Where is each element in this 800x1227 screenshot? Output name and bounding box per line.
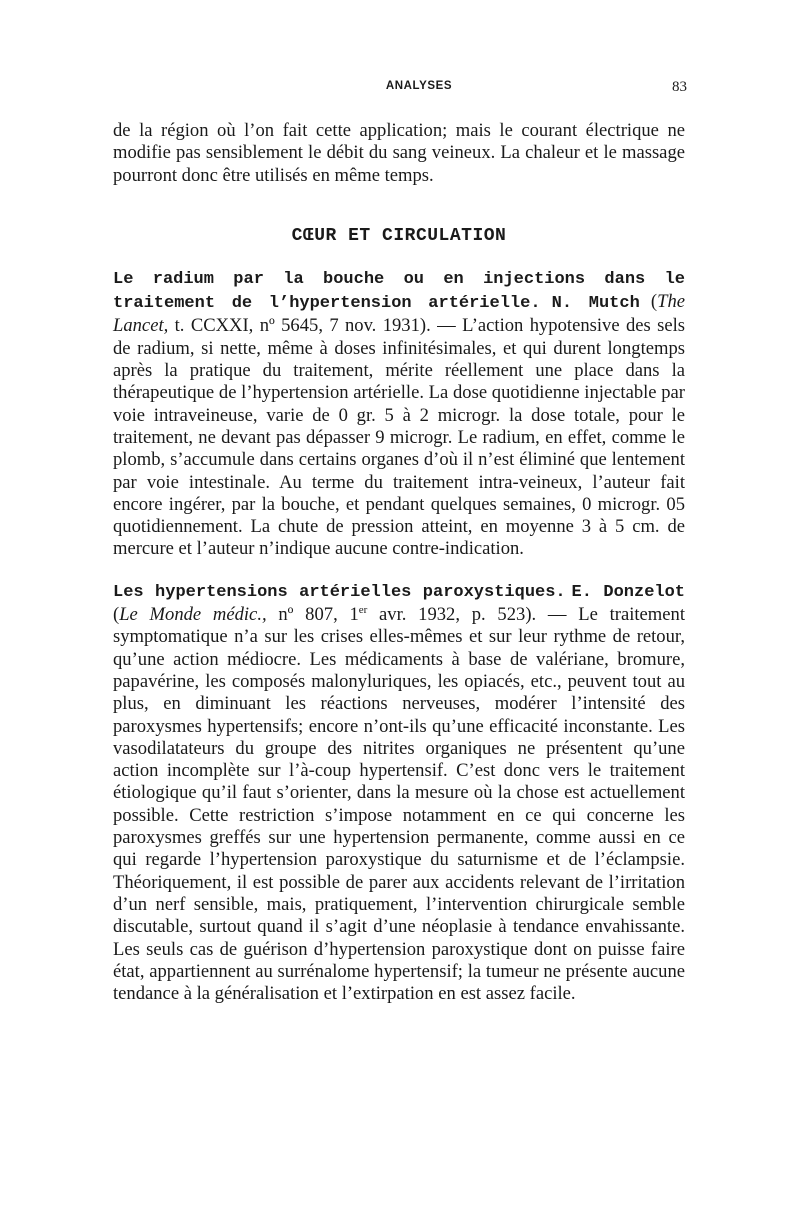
citation-superscript: er: [358, 603, 368, 616]
article-body: — L’action hypotensive des sels de radium, si nette, même à doses infinitésimales, et qui durent longtemps après la pratique du traitement, mérite réellement une place dans la thérapeutique de l’hypertension artérielle. La dose quotidienne injectable par voie intraveineuse, varie de 0 gr. 5 à 2 microgr. la dose totale, pour le traitement, ne devant pas dépasser 9 microgr. Le radium, en effet, comme le plomb, s’accumule dans certains organes d’où il n’est éliminé que lentement par voie intestinale. Au terme du traitement intra-veineux, l’auteur fait encore ingérer, par la bouche, et pendant quelques semaines, 0 microgr. 05 quotidiennement. La chute de pression atteint, en moyenne 3 à 5 cm. de mercure et l’auteur n’indique aucune contre-indication.: [113, 315, 685, 560]
running-title: ANALYSES: [385, 80, 453, 92]
article-title: Les hypertensions artérielles paroxystiques.: [113, 582, 566, 602]
article-title: Le radium par la bouche ou en injections dans le traitement de l’hypertension artérielle.: [113, 269, 685, 314]
article-hypertensions: Les hypertensions artérielles paroxystiques. E. Donzelot (Le Monde médic., nº 807, 1er avr. 1932, p. 523). — Le traitement symptomatique n’a sur les crises elles-mêmes et sur leur rythme de retour, qu’une action médiocre. Les médicaments à base de valériane, bromure, papavérine, les composés malonyluriques, les opiacés, etc., peuvent tout au plus, en diminuant les réactions nerveuses, modérer l’intensité des paroxysmes hypertensifs; encore n’ont-ils qu’une efficacité inconstante. Les vasodilatateurs du groupe des nitrites organiques ne présentent qu’une action incomplète sur l’à-coup hypertensif. C’est donc vers le traitement étiologique qu’il faut s’orienter, dans la mesure où la chose est actuellement possible. Cette restriction s’impose notamment en ce qui concerne les paroxysmes greffés sur une hypertension permanente, comme aussi en ce qui regarde l’hypertension paroxystique du saturnisme et de l’éclampsie. Théoriquement, il est possible de parer aux accidents relevant de l’irritation d’un nerf sensible, mais, pratiquement, l’intervention chirurgicale semble discutable, surtout quand il s’agit d’une néoplasie à tendance envahissante. Les seuls cas de guérison d’hypertension paroxystique dont on puisse faire état, appartiennent au surrénalome hypertensif; la tumeur ne présente aucune tendance à la généralisation et l’extirpation en est assez facile.: [113, 582, 685, 1005]
article-journal: Le Monde médic.,: [119, 604, 267, 626]
citation-post: avr. 1932, p. 523).: [367, 604, 537, 626]
page: [113, 80, 685, 1005]
intro-paragraph: de la région où l’on fait cette application; mais le courant électrique ne modifie pas sensiblement le débit du sang veineux. La chaleur et le massage pourront donc être utilisés en même temps.: [113, 120, 685, 186]
article-authors: E. Donzelot: [571, 582, 685, 602]
running-head: [113, 80, 685, 104]
article-citation: [278, 604, 536, 625]
section-heading: CŒUR ET CIRCULATION: [291, 225, 507, 246]
article-citation: t. CCXXI, nº 5645, 7 nov. 1931).: [174, 315, 431, 337]
article-body: — Le traitement symptomatique n’a sur les crises elles-mêmes et sur leur rythme de retour, qu’une action médiocre. Les médicaments à base de valériane, bromure, papavérine, les composés malonyluriques, les opiacés, etc., peuvent tout au plus, en diminuant les réactions nerveuses, modérer l’intensité des paroxysmes hypertensifs; encore n’ont-ils qu’une efficacité inconstante. Les vasodilatateurs du groupe des nitrites organiques ne présentent qu’une action incomplète sur l’à-coup hypertensif. C’est donc vers le traitement étiologique qu’il faut s’orienter, dans la mesure où la chose est actuellement possible. Cette restriction s’impose notamment en ce qui concerne les paroxysmes greffés sur une hypertension permanente, comme aussi en ce qui regarde l’hypertension paroxystique du saturnisme et de l’éclampsie. Théoriquement, il est possible de parer aux accidents relevant de l’irritation d’un nerf sensible, mais, pratiquement, l’intervention chirurgicale semble discutable, surtout quand il s’agit d’une néoplasie à tendance envahissante. Les seuls cas de guérison d’hypertension paroxystique dont on puisse faire état, appartiennent au surrénalome hypertensif; la tumeur ne présente aucune tendance à la généralisation et l’extirpation en est assez facile.: [113, 604, 685, 1005]
article-authors: N. Mutch: [551, 294, 640, 314]
page-number: 83: [672, 79, 687, 95]
article-journal: The Lancet,: [113, 291, 685, 337]
article-radium: Le radium par la bouche ou en injections dans le traitement de l’hypertension artérielle. N. Mutch (The Lancet, t. CCXXI, nº 5645, 7 nov. 1931). — L’action hypotensive des sels de radium, si nette, même à doses infinitésimales, et qui durent longtemps après la pratique du traitement, mérite réellement une place dans la thérapeutique de l’hypertension artérielle. La dose quotidienne injectable par voie intraveineuse, varie de 0 gr. 5 à 2 microgr. la dose totale, pour le traitement, ne devant pas dépasser 9 microgr. Le radium, en effet, comme le plomb, s’accumule dans certains organes d’où il n’est éliminé que lentement par voie intestinale. Au terme du traitement intra-veineux, l’auteur fait encore ingérer, par la bouche, et pendant quelques semaines, 0 microgr. 05 quotidiennement. La chute de pression atteint, en moyenne 3 à 5 cm. de mercure et l’auteur n’indique aucune contre-indication.: [113, 269, 685, 560]
citation-pre: nº 807, 1: [278, 604, 359, 626]
